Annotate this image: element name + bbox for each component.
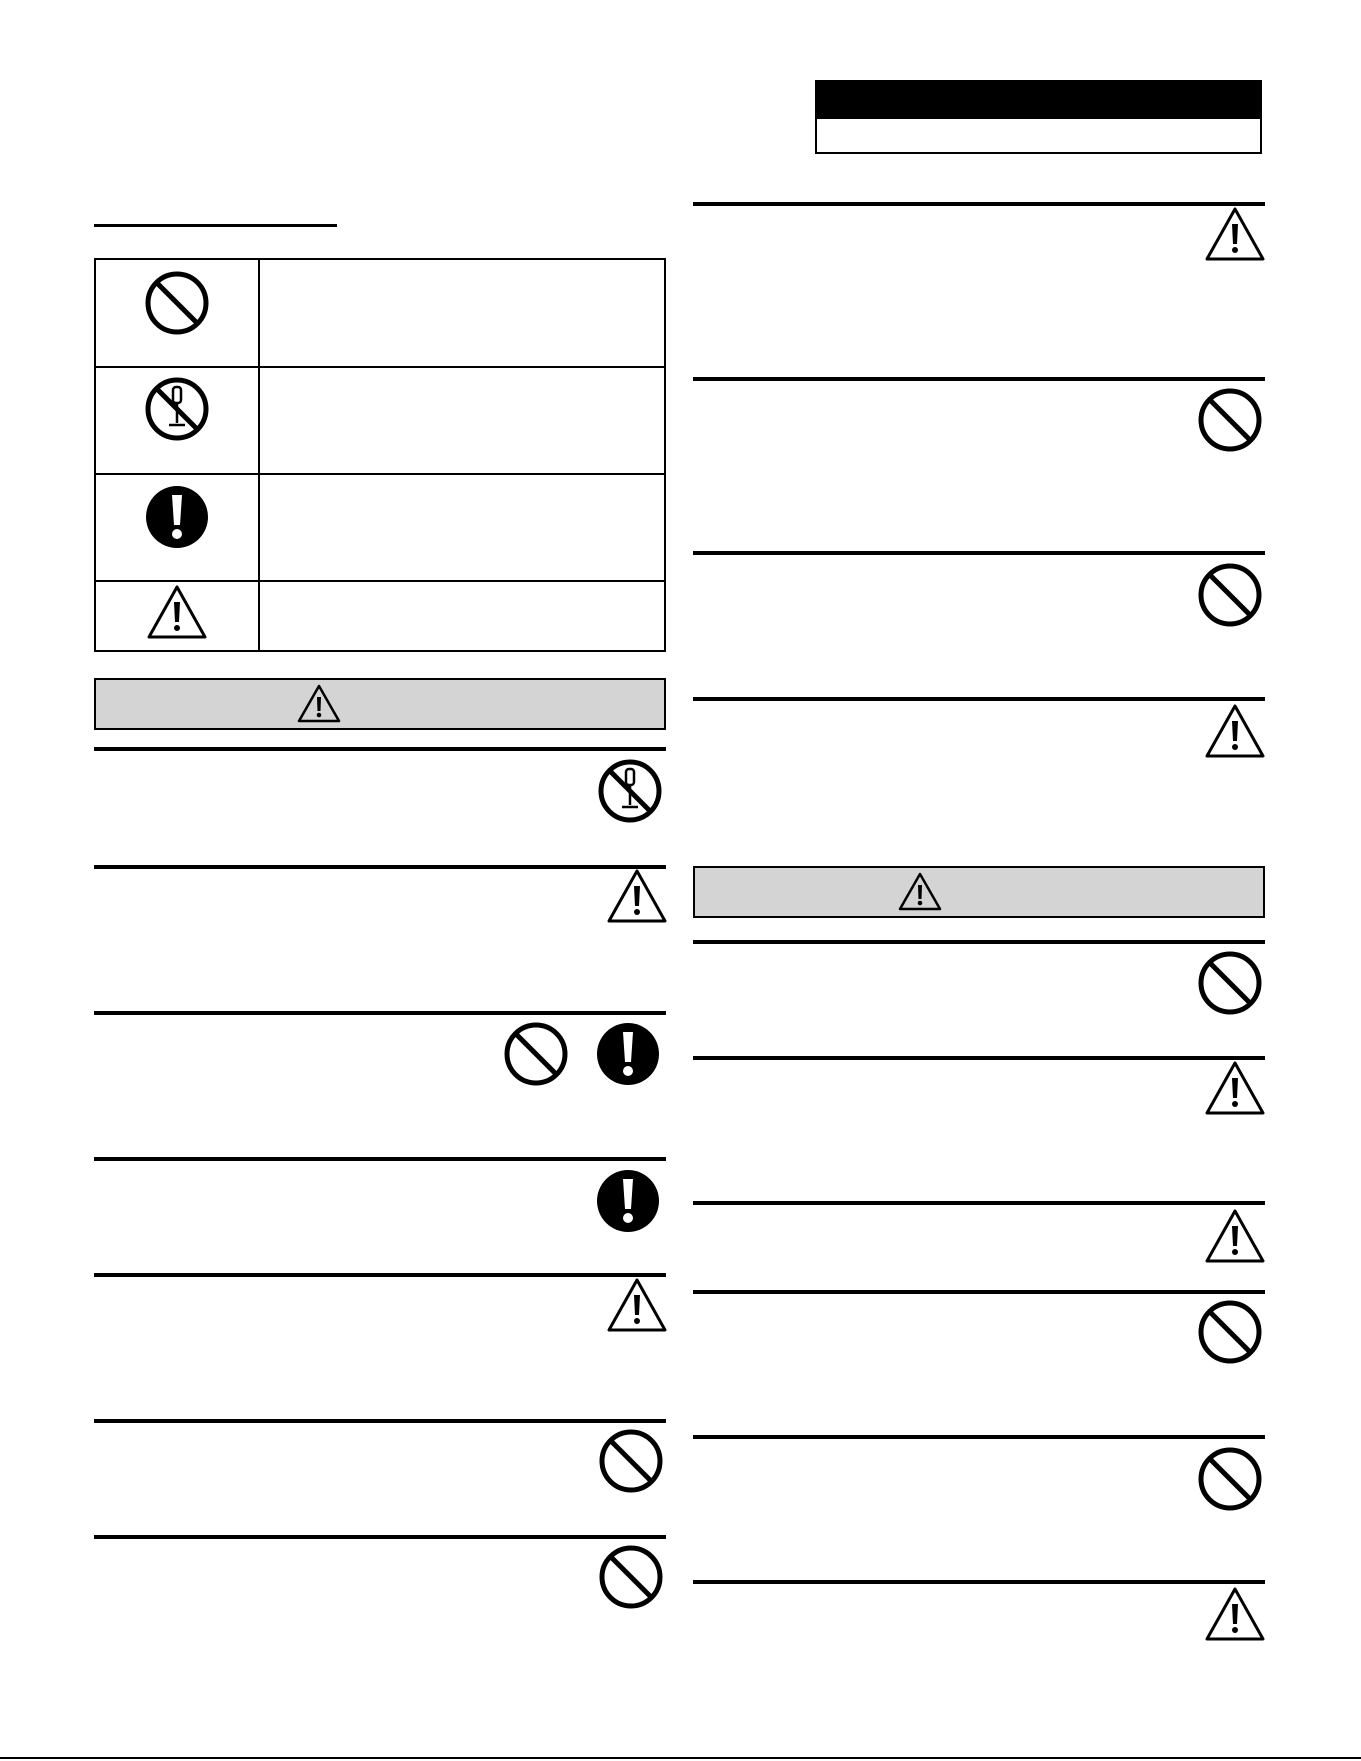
section-rule xyxy=(693,551,1265,555)
section-rule xyxy=(94,1419,666,1423)
legend-row-divider xyxy=(96,473,664,475)
section-rule xyxy=(94,747,666,751)
section-rule xyxy=(94,1011,666,1015)
section-rule xyxy=(693,1201,1265,1205)
section-rule xyxy=(693,202,1265,206)
caution-triangle-icon xyxy=(0,0,1,1)
legend-row-divider xyxy=(96,366,664,368)
legend-row-divider xyxy=(96,580,664,582)
header-box xyxy=(815,80,1262,154)
section-rule xyxy=(693,1435,1265,1439)
page-bottom-edge xyxy=(0,1757,1361,1759)
section-rule xyxy=(693,377,1265,381)
section-rule xyxy=(693,1290,1265,1294)
section-rule xyxy=(94,1157,666,1161)
section-rule xyxy=(693,1056,1265,1060)
section-rule xyxy=(693,940,1265,944)
section-rule xyxy=(94,1535,666,1539)
caution-banner xyxy=(693,866,1265,918)
section-rule xyxy=(94,865,666,869)
section-rule xyxy=(693,697,1265,701)
section-heading-underline xyxy=(94,224,337,227)
section-rule xyxy=(94,1273,666,1277)
section-rule xyxy=(693,1580,1265,1584)
header-title-bar xyxy=(817,82,1260,119)
warning-banner xyxy=(94,678,666,730)
legend-divider xyxy=(258,260,260,650)
